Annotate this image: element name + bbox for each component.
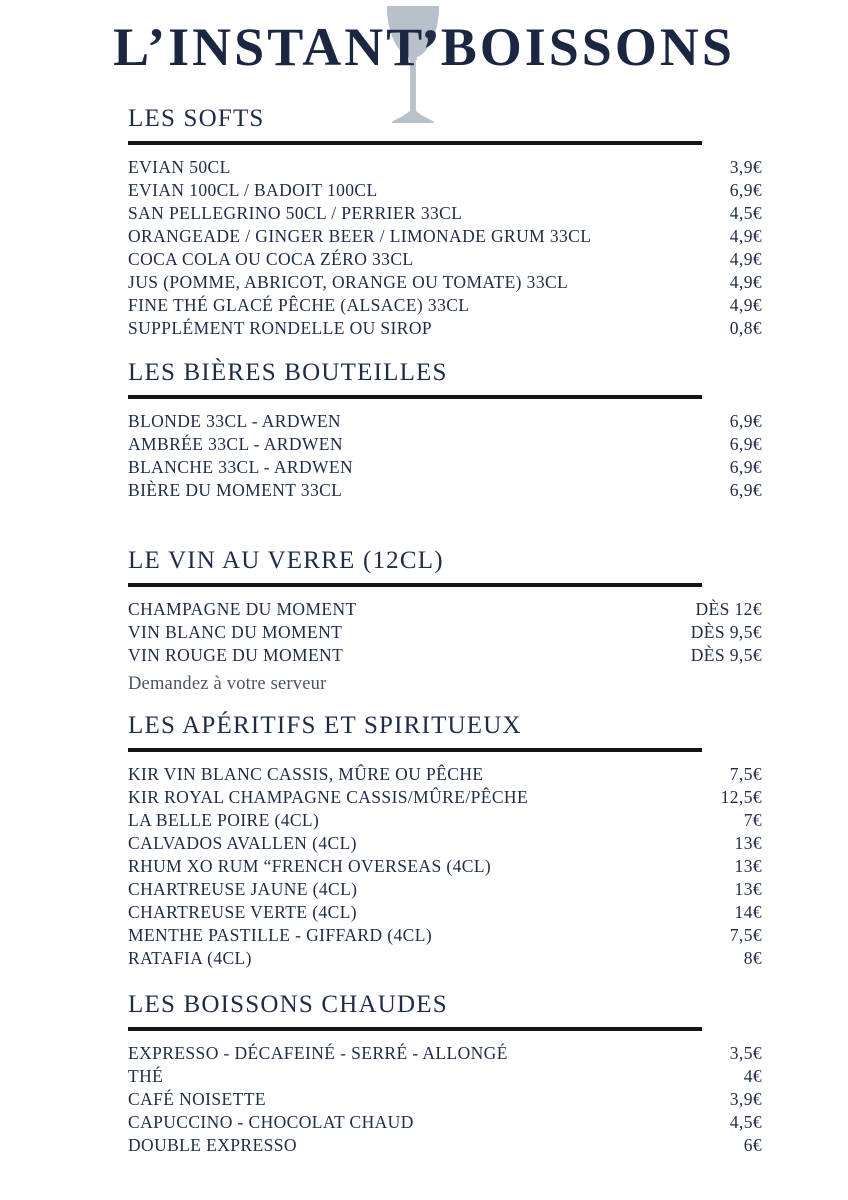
section-divider bbox=[128, 1027, 702, 1031]
item-price: 4,9€ bbox=[729, 226, 762, 246]
item-name: VIN BLANC DU MOMENT bbox=[128, 622, 343, 642]
menu-item bbox=[128, 156, 762, 179]
section-note: Demandez à votre serveur bbox=[128, 674, 327, 694]
item-price: 14€ bbox=[734, 902, 762, 922]
menu-item bbox=[128, 901, 762, 924]
item-name: MENTHE PASTILLE - GIFFARD (4CL) bbox=[128, 925, 433, 945]
item-price: 6,9€ bbox=[729, 180, 762, 200]
item-name: ORANGEADE / GINGER BEER / LIMONADE GRUM 33CL bbox=[128, 226, 592, 246]
item-price: 6,9€ bbox=[729, 457, 762, 477]
section-items bbox=[128, 156, 762, 340]
section-title: LES BIÈRES BOUTEILLES bbox=[128, 359, 448, 386]
page-title: L’INSTANT BOISSONS bbox=[113, 17, 735, 77]
menu-item bbox=[128, 878, 762, 901]
section-divider bbox=[128, 583, 702, 587]
section-les-softs bbox=[128, 104, 762, 340]
item-name: AMBRÉE 33CL - ARDWEN bbox=[128, 434, 343, 454]
item-price: 6€ bbox=[743, 1135, 762, 1155]
menu-item bbox=[128, 598, 762, 621]
section-le-vin-au-verre bbox=[128, 546, 762, 697]
menu-item bbox=[128, 179, 762, 202]
item-price: 4,9€ bbox=[729, 249, 762, 269]
section-title: LE VIN AU VERRE (12CL) bbox=[128, 547, 444, 574]
item-name: CHARTREUSE JAUNE (4CL) bbox=[128, 879, 358, 899]
section-divider bbox=[128, 141, 702, 145]
menu-item bbox=[128, 294, 762, 317]
menu-item bbox=[128, 809, 762, 832]
item-price: 13€ bbox=[734, 856, 762, 876]
item-price: 13€ bbox=[734, 879, 762, 899]
section-les-bieres-bouteilles bbox=[128, 358, 762, 502]
item-name: CHARTREUSE VERTE (4CL) bbox=[128, 902, 358, 922]
section-items bbox=[128, 1042, 762, 1157]
item-price: 7,5€ bbox=[729, 764, 762, 784]
menu-item bbox=[128, 410, 762, 433]
section-divider bbox=[128, 395, 702, 399]
menu-item bbox=[128, 763, 762, 786]
item-price: 3,9€ bbox=[729, 157, 762, 177]
menu-item bbox=[128, 786, 762, 809]
section-title: LES APÉRITIFS ET SPIRITUEUX bbox=[128, 712, 522, 739]
item-name: EVIAN 100CL / BADOIT 100CL bbox=[128, 180, 378, 200]
section-items bbox=[128, 410, 762, 502]
menu-item bbox=[128, 832, 762, 855]
item-name: THÉ bbox=[128, 1066, 164, 1086]
item-price: 4,5€ bbox=[729, 203, 762, 223]
item-price: DÈS 9,5€ bbox=[690, 622, 762, 642]
item-price: 6,9€ bbox=[729, 411, 762, 431]
menu-item bbox=[128, 644, 762, 667]
item-price: 3,5€ bbox=[729, 1043, 762, 1063]
item-name: DOUBLE EXPRESSO bbox=[128, 1135, 297, 1155]
menu-item bbox=[128, 456, 762, 479]
menu-item bbox=[128, 947, 762, 970]
item-name: KIR VIN BLANC CASSIS, MÛRE OU PÊCHE bbox=[128, 764, 484, 784]
item-name: CALVADOS AVALLEN (4CL) bbox=[128, 833, 357, 853]
item-name: EVIAN 50CL bbox=[128, 157, 231, 177]
item-name: CAFÉ NOISETTE bbox=[128, 1089, 266, 1109]
item-price: 3,9€ bbox=[729, 1089, 762, 1109]
section-divider bbox=[128, 748, 702, 752]
menu-item bbox=[128, 248, 762, 271]
section-items bbox=[128, 598, 762, 667]
menu-item bbox=[128, 317, 762, 340]
menu-item bbox=[128, 1134, 762, 1157]
section-title: LES BOISSONS CHAUDES bbox=[128, 991, 448, 1018]
menu-item bbox=[128, 225, 762, 248]
menu-item bbox=[128, 1111, 762, 1134]
item-price: 8€ bbox=[743, 948, 762, 968]
item-name: SUPPLÉMENT RONDELLE OU SIROP bbox=[128, 318, 433, 338]
menu-item bbox=[128, 433, 762, 456]
item-price: 13€ bbox=[734, 833, 762, 853]
item-price: 12,5€ bbox=[720, 787, 762, 807]
item-name: LA BELLE POIRE (4CL) bbox=[128, 810, 320, 830]
item-name: COCA COLA OU COCA ZÉRO 33CL bbox=[128, 249, 414, 269]
menu-header bbox=[0, 0, 848, 80]
item-price: 4,9€ bbox=[729, 272, 762, 292]
section-les-boissons-chaudes bbox=[128, 990, 762, 1157]
item-price: 4€ bbox=[743, 1066, 762, 1086]
item-name: KIR ROYAL CHAMPAGNE CASSIS/MÛRE/PÊCHE bbox=[128, 787, 529, 807]
menu-item bbox=[128, 271, 762, 294]
item-price: 4,5€ bbox=[729, 1112, 762, 1132]
item-name: FINE THÉ GLACÉ PÊCHE (ALSACE) 33CL bbox=[128, 295, 470, 315]
item-name: RHUM XO RUM “FRENCH OVERSEAS (4CL) bbox=[128, 856, 492, 876]
section-items bbox=[128, 763, 762, 970]
menu-item bbox=[128, 479, 762, 502]
item-price: 6,9€ bbox=[729, 434, 762, 454]
item-price: DÈS 9,5€ bbox=[690, 645, 762, 665]
menu-item bbox=[128, 1042, 762, 1065]
item-price: 4,9€ bbox=[729, 295, 762, 315]
item-name: JUS (POMME, ABRICOT, ORANGE OU TOMATE) 33CL bbox=[128, 272, 569, 292]
item-name: EXPRESSO - DÉCAFEINÉ - SERRÉ - ALLONGÉ bbox=[128, 1043, 508, 1063]
menu-item bbox=[128, 924, 762, 947]
item-name: CAPUCCINO - CHOCOLAT CHAUD bbox=[128, 1112, 414, 1132]
item-name: VIN ROUGE DU MOMENT bbox=[128, 645, 344, 665]
item-name: RATAFIA (4CL) bbox=[128, 948, 252, 968]
menu-item bbox=[128, 621, 762, 644]
menu-item bbox=[128, 1065, 762, 1088]
menu-item bbox=[128, 1088, 762, 1111]
item-name: BIÈRE DU MOMENT 33CL bbox=[128, 480, 343, 500]
item-price: 0,8€ bbox=[729, 318, 762, 338]
menu-item bbox=[128, 855, 762, 878]
section-les-aperitifs-et-spiritueux bbox=[128, 711, 762, 970]
item-price: 7,5€ bbox=[729, 925, 762, 945]
item-price: 7€ bbox=[743, 810, 762, 830]
menu-item bbox=[128, 202, 762, 225]
item-price: 6,9€ bbox=[729, 480, 762, 500]
item-price: DÈS 12€ bbox=[695, 599, 762, 619]
item-name: BLANCHE 33CL - ARDWEN bbox=[128, 457, 354, 477]
item-name: SAN PELLEGRINO 50CL / PERRIER 33CL bbox=[128, 203, 463, 223]
section-title: LES SOFTS bbox=[128, 105, 265, 132]
item-name: BLONDE 33CL - ARDWEN bbox=[128, 411, 341, 431]
item-name: CHAMPAGNE DU MOMENT bbox=[128, 599, 357, 619]
